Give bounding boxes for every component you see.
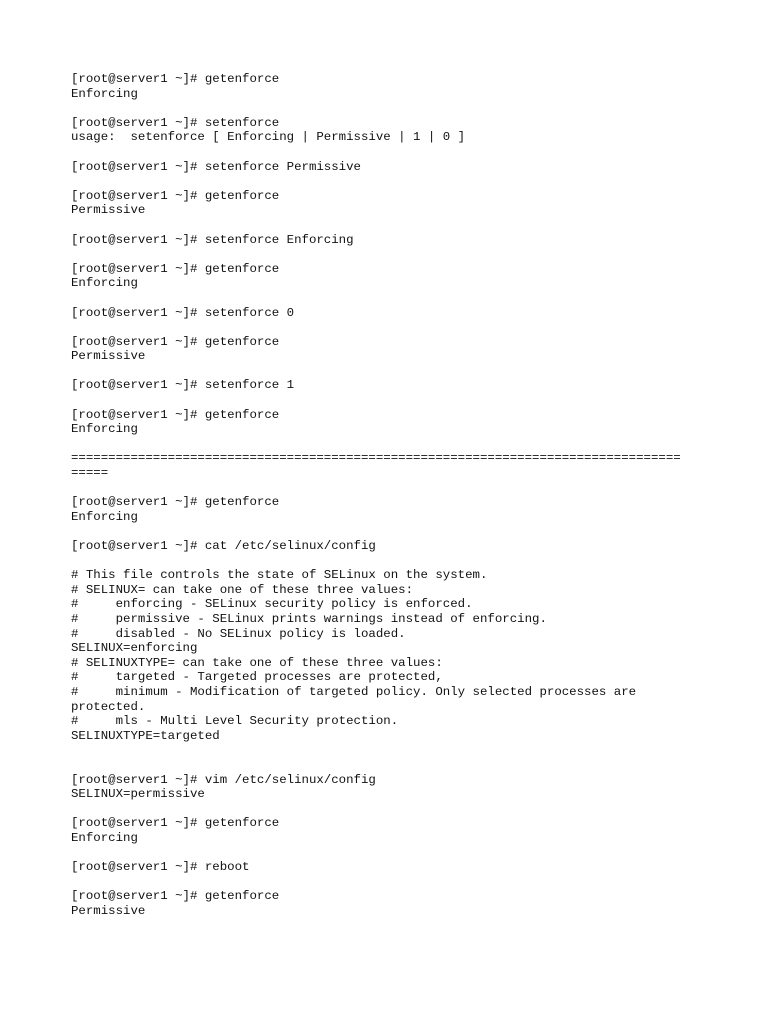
command-line: [root@server1 ~]# getenforce [71,889,280,904]
output-line: Enforcing [71,276,138,291]
blank-line [71,554,711,569]
blank-line [71,393,711,408]
separator-line: ================================================================================== [71,451,681,466]
command-line: [root@server1 ~]# vim /etc/selinux/config [71,772,376,787]
config-comment-line: # SELINUXTYPE= can take one of these three values: [71,655,443,670]
command-line: [root@server1 ~]# setenforce Permissive [71,159,361,174]
output-line: Enforcing [71,422,138,437]
command-line: [root@server1 ~]# getenforce [71,407,280,422]
blank-line [71,437,711,452]
blank-line [71,291,711,306]
command-line: [root@server1 ~]# setenforce 1 [71,378,295,393]
config-comment-line: # disabled - No SELinux policy is loaded. [71,626,406,641]
config-comment-line: # enforcing - SELinux security policy is enforced. [71,597,473,612]
blank-line [71,758,711,773]
command-line: [root@server1 ~]# setenforce Enforcing [71,232,354,247]
output-line: Enforcing [71,830,138,845]
config-comment-line: # This file controls the state of SELinux on the system. [71,568,488,583]
blank-line [71,101,711,116]
blank-line [71,802,711,817]
command-line: [root@server1 ~]# getenforce [71,188,280,203]
output-line: SELINUX=permissive [71,787,205,802]
command-line: [root@server1 ~]# getenforce [71,816,280,831]
config-comment-line: # permissive - SELinux prints warnings instead of enforcing. [71,611,547,626]
command-line: [root@server1 ~]# getenforce [71,495,280,510]
output-line: SELINUXTYPE=targeted [71,728,220,743]
terminal-transcript [71,72,711,918]
config-comment-line: # targeted - Targeted processes are protected, [71,670,443,685]
blank-line [71,218,711,233]
command-line: [root@server1 ~]# setenforce [71,115,280,130]
output-line: SELINUX=enforcing [71,641,198,656]
output-line: Permissive [71,349,146,364]
output-line: Enforcing [71,86,138,101]
command-line: [root@server1 ~]# getenforce [71,334,280,349]
command-line: [root@server1 ~]# getenforce [71,261,280,276]
separator-line: ===== [71,466,109,481]
output-line: Enforcing [71,509,138,524]
blank-line [71,743,711,758]
command-line: [root@server1 ~]# setenforce 0 [71,305,295,320]
output-line: protected. [71,699,146,714]
blank-line [71,247,711,262]
output-line: usage: setenforce [ Enforcing | Permissive | 1 | 0 ] [71,130,466,145]
blank-line [71,174,711,189]
command-line: [root@server1 ~]# cat /etc/selinux/config [71,539,376,553]
command-line: [root@server1 ~]# reboot [71,860,250,875]
blank-line [71,845,711,860]
output-line: Permissive [71,903,146,918]
blank-line [71,481,711,496]
blank-line [71,364,711,379]
blank-line [71,524,711,539]
blank-line [71,145,711,160]
config-comment-line: # mls - Multi Level Security protection. [71,714,399,729]
config-comment-line: # SELINUX= can take one of these three values: [71,582,414,597]
output-line: Permissive [71,203,146,218]
command-line: [root@server1 ~]# getenforce [71,72,280,86]
blank-line [71,875,711,890]
blank-line [71,320,711,335]
config-comment-line: # minimum - Modification of targeted policy. Only selected processes are [71,684,637,699]
